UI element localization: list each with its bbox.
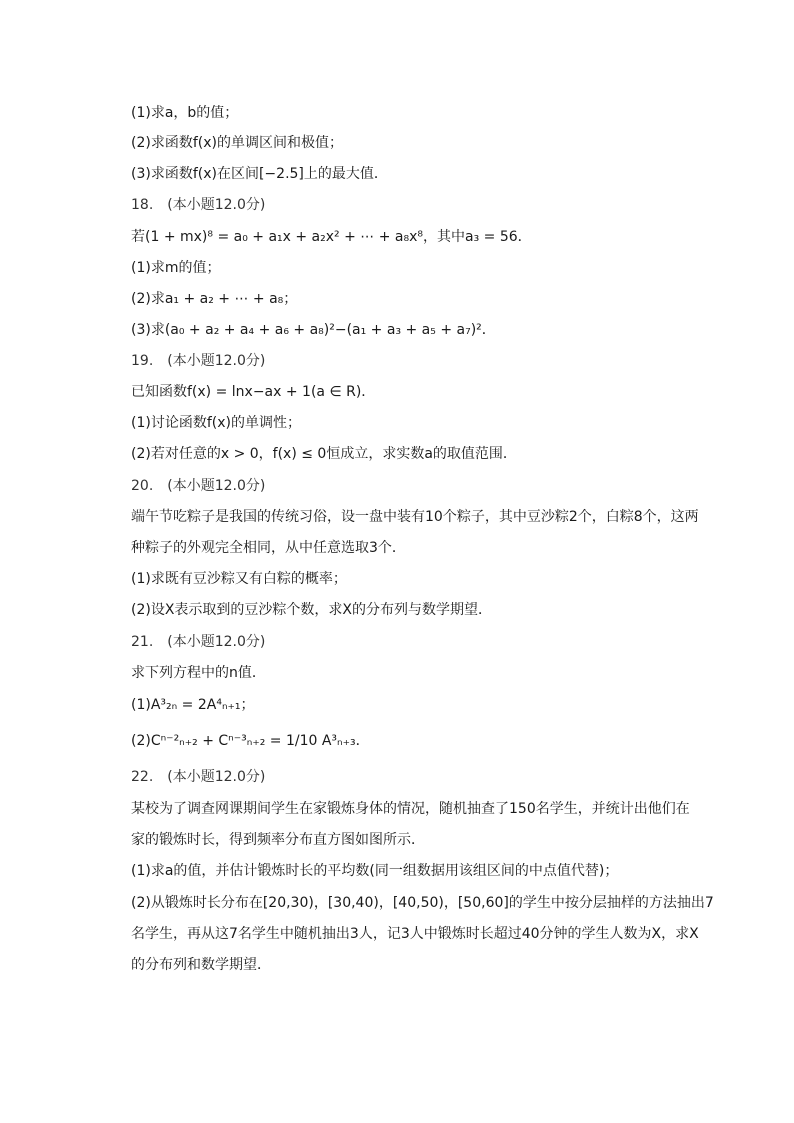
q22-stem-line1: 某校为了调查网课期间学生在家锻炼身体的情况，随机抽查了150名学生，并统计出他们在 — [131, 801, 690, 817]
q18-part2: (2)求a₁ + a₂ + ⋯ + a₈； — [131, 291, 298, 307]
q20-header: 20. (本小题12.0分) — [131, 478, 266, 494]
q22-part2-line1: (2)从锻炼时长分布在[20,30)，[30,40)，[40,50)，[50,60]的学生中按分层抽样的方法抽出7 — [131, 895, 714, 911]
q19-header: 19. (本小题12.0分) — [131, 353, 266, 369]
q18-part1: (1)求m的值； — [131, 260, 221, 276]
q22-part1: (1)求a的值，并估计锻炼时长的平均数(同一组数据用该组区间的中点值代替)； — [131, 863, 619, 879]
q22-part2-line2: 名学生，再从这7名学生中随机抽出3人，记3人中锻炼时长超过40分钟的学生人数为X，求X — [131, 926, 699, 942]
q22-part2-line3: 的分布列和数学期望． — [131, 957, 271, 973]
q17-part3: (3)求函数f(x)在区间[−2.5]上的最大值． — [131, 166, 388, 182]
q17-part2: (2)求函数f(x)的单调区间和极值； — [131, 135, 343, 151]
q21-stem: 求下列方程中的n值． — [131, 665, 266, 681]
q20-stem-line2: 种粽子的外观完全相同，从中任意选取3个． — [131, 540, 406, 556]
q21-part2: (2)Cⁿ⁻²ₙ₊₂ + Cⁿ⁻³ₙ₊₂ = 1/10 A³ₙ₊₃． — [131, 733, 370, 749]
q22-stem-line2: 家的锻炼时长，得到频率分布直方图如图所示． — [131, 832, 425, 848]
q19-part1: (1)讨论函数f(x)的单调性； — [131, 415, 301, 431]
q22-header: 22. (本小题12.0分) — [131, 769, 266, 785]
q21-part1: (1)A³₂ₙ = 2A⁴ₙ₊₁； — [131, 697, 255, 713]
q18-header: 18. (本小题12.0分) — [131, 197, 266, 213]
q19-part2: (2)若对任意的x > 0，f(x) ≤ 0恒成立，求实数a的取值范围． — [131, 446, 517, 462]
q21-header: 21. (本小题12.0分) — [131, 634, 266, 650]
q17-part1: (1)求a，b的值； — [131, 105, 239, 121]
q20-part1: (1)求既有豆沙粽又有白粽的概率； — [131, 571, 347, 587]
q20-stem-line1: 端午节吃粽子是我国的传统习俗，设一盘中装有10个粽子，其中豆沙粽2个，白粽8个，这两 — [131, 509, 699, 525]
q18-part3: (3)求(a₀ + a₂ + a₄ + a₆ + a₈)²−(a₁ + a₃ + a₅ + a₇)²． — [131, 322, 496, 338]
q20-part2: (2)设X表示取到的豆沙粽个数，求X的分布列与数学期望． — [131, 602, 493, 618]
q18-stem: 若(1 + mx)⁸ = a₀ + a₁x + a₂x² + ⋯ + a₈x⁸，其中a₃ = 56． — [131, 229, 532, 245]
q19-stem: 已知函数f(x) = lnx−ax + 1(a ∈ R)． — [131, 384, 376, 400]
